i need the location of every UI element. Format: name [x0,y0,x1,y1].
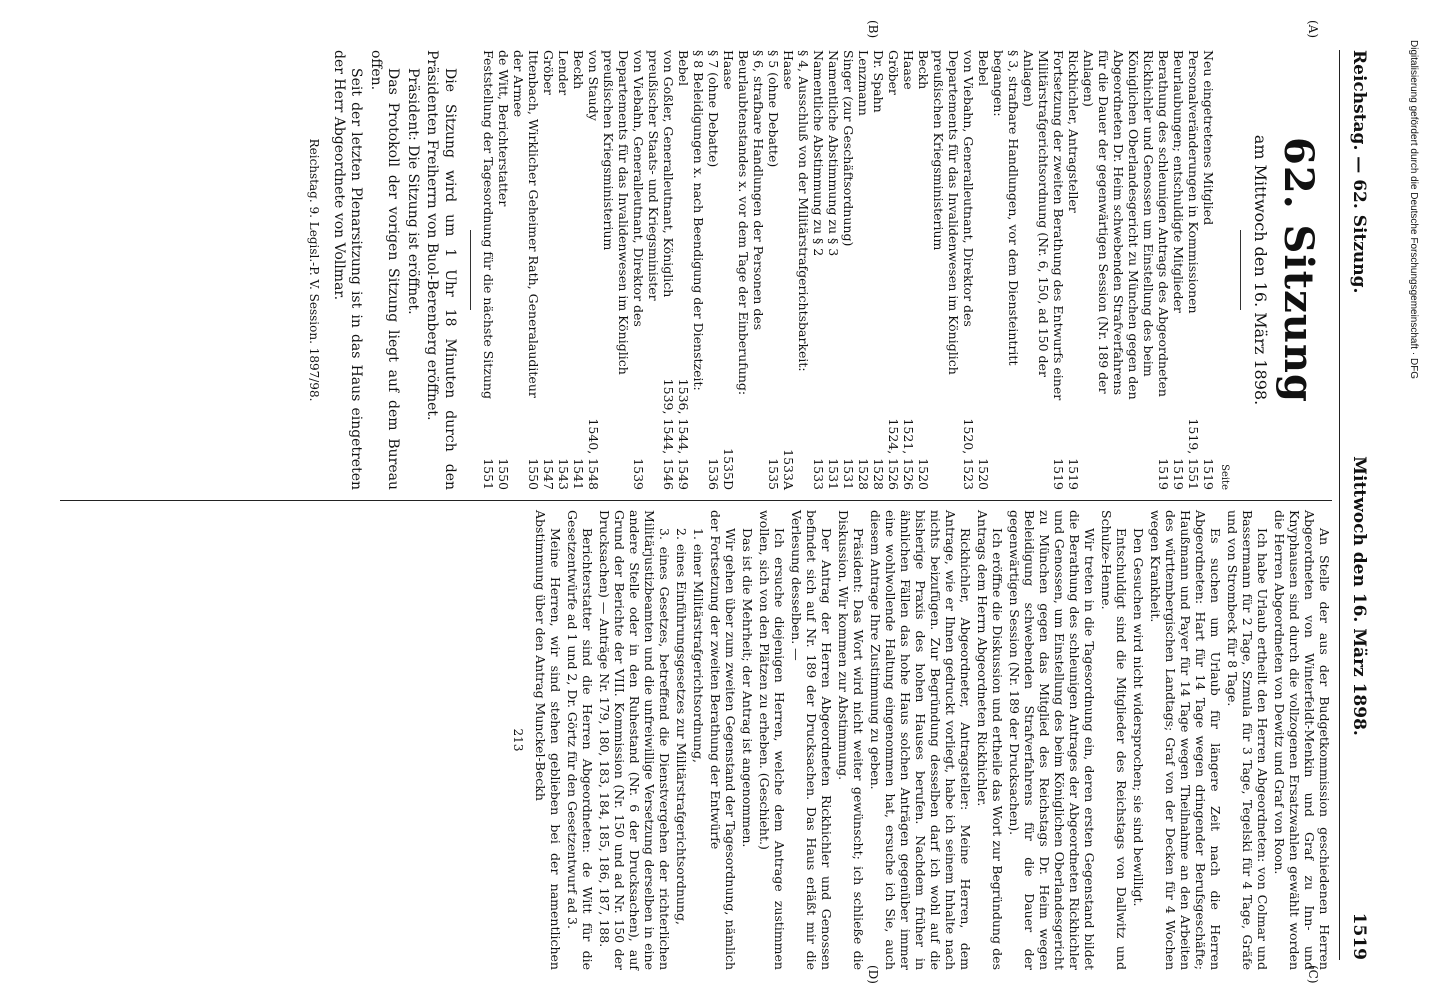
toc-entry-page: 1536, 1544, 1549 [675,378,691,490]
toc-row [541,50,556,490]
toc-entry-text: von Staudy [585,50,601,121]
toc-row [781,50,796,490]
body-paragraph: Es suchen um Urlaub für längere Zeit nach die Herren Abgeordneten: Hart für 14 Tage wegen dringender Berufsgeschäfte; Haußmann und Payer für 14 Tage wegen Theilnahme an den Arbeiten des württembergischen Landtags; Graf von der Decken für 4 Wochen wegen Krankheit. [1148,510,1223,970]
toc-entry-page: 1521, 1526 [900,418,916,490]
toc-entry-text: § 5 (ohne Debatte) [765,50,781,168]
body-paragraph: Der Antrag der Herren Abgeordneten Rickhichler und Genossen befindet sich auf Nr. 189 der Drucksachen. Das Haus erläßt mir die Verlesung desselben. — [789,510,834,970]
margin-label-c: (C) [1306,965,1320,984]
rotated-page-content [40,10,1380,990]
toc-row [511,50,541,490]
toc-entry-text: Singer (zur Geschäftsordnung) [840,50,856,247]
toc-entry-text: von Goßler, Generalleutnant, Königlich preußischer Staats- und Kriegsminister [645,50,676,301]
toc-row [871,50,886,490]
header-date: Mittwoch den 16. März 1898. [1349,456,1369,736]
toc-row [976,50,991,490]
margin-label-a: (A) [1306,20,1320,39]
toc-entry-page: 1539 [630,458,646,490]
toc-entry-text: Lenzmann [855,50,871,116]
toc-row [1201,50,1216,490]
toc-entry-text: Haase [900,50,916,90]
toc-entry-page: 1520 [915,458,931,490]
opening-text [329,50,458,490]
toc-entry-page: 1531 [825,458,841,490]
body-paragraph: 3. eines Gesetzes, betreffend die Dienstvergehen der richterlichen Militärjustizbeamten und die unfreiwillige Versetzung derselben in eine andere Stelle oder in den Ruhestand (Nr. 6 der Drucksachen), auf Grund der Berichte der VIII. Kommission (Nr. 150 und ad Nr. 150 der Drucksachen) — Anträge Nr. 179, 180, 183, 184, 185, 186, 187, 188. [597,510,672,970]
toc-entry-text: Personalveränderungen in Kommissionen [1185,50,1201,314]
toc-entry-page: 1519 [1065,458,1081,490]
dfg-side-note [1405,40,1421,990]
opening-paragraph: Seit der letzten Plenarsitzung ist in das Haus eingetreten der Herr Abgeordnete von Vollmar. [330,50,365,490]
toc-entry-page: 1540, 1548 [585,418,601,490]
toc-entry-page: 1519 [1155,458,1171,490]
toc-entry-text: Bebel [975,50,991,86]
toc-rule [470,230,471,310]
toc-row [991,50,1021,490]
header-left: Reichstag. — 62. Sitzung. [1349,50,1369,294]
toc-entry-page: 1528 [855,458,871,490]
toc-entry-page: 1533A [780,449,796,490]
column-divider [60,500,1332,501]
body-paragraph: Rickhichler, Abgeordneter, Antragsteller: Meine Herren, dem Antrage, wie er Ihnen gedruckt vorliegt, habe ich seinem Inhalte nach nichts beizufügen. Zur Begründung desselben darf ich wohl auf die bisherige Praxis des hohen Hauses berufen. Nachdem früher in ähnlichen Fällen das hohe Haus solchen Anträgen gegenüber immer eine wohlwollende Haltung eingenommen hat, ersuche ich Sie, auch diesem Antrage Ihre Zustimmung zu geben. [868,510,973,970]
toc-entry-page [691,420,706,490]
toc-row [811,50,826,490]
toc-entry-text: Gröber [885,50,901,95]
toc-entry-text: Haase [720,50,736,90]
session-title-block [1240,50,1322,490]
body-paragraph: Meine Herren, wir sind stehen geblieben bei der namentlichen Abstimmung über den Antrag Munckel-Beckh [533,510,563,970]
toc-row [481,50,496,490]
toc-entry-text: Bebel [675,50,691,86]
running-header [1344,50,1374,960]
toc-row [556,50,571,490]
toc-row [796,50,811,490]
body-paragraph: Ich ersuche diejenigen Herren, welche dem Antrage zustimmen wollen, sich von den Plätzen zu erheben. (Geschieht.) [757,510,787,970]
session-date: am Mittwoch den 16. März 1898. [1251,134,1270,406]
toc-row [931,50,976,490]
toc-seite-label: Seite [1218,464,1230,490]
toc-entry-page [991,420,1021,490]
body-paragraph: Wir gehen über zum zweiten Gegenstand der Tagesordnung, nämlich der Fortsetzung der zweiten Berathung der Entwürfe [708,510,738,970]
toc-row [886,50,901,490]
toc-entry-text: § 7 (ohne Debatte) [705,50,721,168]
toc-entry-text: Dr. Spahn [870,50,886,113]
body-paragraph: Den Gesuchen wird nicht widersprochen; sie sind bewilligt. [1131,528,1146,907]
toc-entry-page: 1535D [720,448,736,490]
toc-entry-page [796,420,811,490]
body-paragraph: Ich eröffne die Diskussion und ertheile das Wort zur Begründung des Antrags dem Herrn Abgeordneten Rickhichler. [975,510,1005,970]
toc-entry-page: 1550 [525,458,541,490]
body-paragraph: An Stelle der aus der Budgetkommission geschiedenen Herren Abgeordneten von Winterfeldt-Menkin und Graf zu Inn- und Knyphausen sind durch die vollzogenen Ersatzwahlen gewählt worden die Herren Abgeordneten von Dewitz und Graf von Roon. [1272,510,1332,970]
toc-entry-text: Neu eingetretenes Mitglied [1200,50,1216,226]
toc-entry-page: 1550 [495,458,511,490]
body-paragraph: 2. eines Einführungsgesetzes zur Militärstrafgerichtsordnung, [674,528,689,925]
toc-entry-text: Ittenbach, Wirklicher Geheimer Rath, Generalauditeur der Armee [510,50,541,398]
toc-entry-text: Gröber [540,50,556,95]
body-paragraph: Entschuldigt sind die Mitglieder des Reichstags von Dallwitz und Schulze-Henne. [1099,510,1129,970]
toc-entry-text: von Viebahn, Generalleutnant, Direktor des Departements für das Invalidenwesen im Königlich preußischen Kriegsministerium [930,50,976,375]
toc-entry-page: 1536 [705,458,721,490]
toc-row [1066,50,1081,490]
toc-entry-page: 1520, 1523 [960,418,976,490]
right-column-text [533,510,1332,970]
toc-row [841,50,856,490]
right-column [511,510,1332,970]
toc-row [856,50,871,490]
margin-label-d: (D) [866,965,880,984]
toc-entry-text: § 3, strafbare Handlungen, vor dem Diensteintritt begangen: [990,50,1021,366]
body-paragraph: Das ist die Mehrheit; der Antrag ist angenommen. [740,528,755,848]
toc-row [1171,50,1186,490]
toc-entry-page: 1528 [870,458,886,490]
opening-paragraph: Die Sitzung wird um 1 Uhr 18 Minuten durch den Präsidenten Freiherrn von Buol-Berenberg eröffnet. [424,50,458,490]
body-paragraph: Präsident: Das Wort wird nicht weiter gewünscht; ich schließe die Diskussion. Wir kommen zur Abstimmung. [836,510,866,970]
toc-entry-page: 1541 [570,458,586,490]
signature-number: 213 [511,728,525,752]
body-paragraph: Wir treten in die Tagesordnung ein, deren ersten Gegenstand bildet die Berathung des schleunigen Antrages der Abgeordneten Rickhichler und Genossen, um Einstellung des beim Königlichen Oberlandesgericht zu München gegen das Mitglied des Reichstags Dr. Heim wegen Beleidigung schwebenden Strafverfahrens für die Dauer der gegenwärtigen Session (Nr. 189 der Drucksachen). [1007,510,1097,970]
body-paragraph: Ich habe Urlaub ertheilt den Herren Abgeordneten: von Colmar und Bassermann für 2 Tage, Szmula für 3 Tage, Tegelski für 4 Tage, Gräfe und von Strombeck für 8 Tage. [1225,510,1270,970]
toc-entry-page: 1551 [480,458,496,490]
toc-entry-page: 1519 [1170,458,1186,490]
toc-row [826,50,841,490]
toc-entry-text: Beurlaubungen; entschuldigte Mitglieder [1170,50,1186,313]
toc-entry-text: von Viebahn, Generalleutnant, Direktor des Departements für das Invalidenwesen im Königlich preußischen Kriegsministerium [600,50,646,375]
table-of-contents [481,50,1216,490]
toc-entry-page: 1524, 1526 [885,418,901,490]
toc-entry-page: 1543 [555,458,571,490]
toc-row [646,50,676,490]
toc-entry-text: § 4, Ausschluß von der Militärstrafgerichtsbarkeit: [795,50,811,372]
toc-entry-text: Beckh [570,50,586,90]
toc-row [691,50,706,490]
footer-session-line: Reichstag. 9. Legisl.-P. V. Session. 1897/98. [307,138,322,402]
toc-entry-text: Beckh [915,50,931,90]
body-paragraph: Berichterstatter sind die Herren Abgeordneten: de Witt für die Gesetzentwürfe ad 1 und 2, Dr. Görtz für den Gesetzentwurf ad 3. [565,510,595,970]
toc-entry-page [736,420,766,490]
toc-row [496,50,511,490]
toc-row [736,50,766,490]
toc-entry-page: 1519, 1551 [1185,418,1201,490]
toc-row [706,50,721,490]
session-title: 62. Sitzung [1275,137,1322,403]
toc-entry-text: Rickhichler, Antragsteller [1065,50,1081,213]
toc-entry-page: 1547 [540,458,556,490]
title-rule [1240,230,1241,310]
opening-paragraph: Das Protokoll der vorigen Sitzung liegt auf dem Bureau offen. [367,50,402,490]
toc-entry-page: 1520 [975,458,991,490]
toc-entry-text: Lender [555,50,571,96]
toc-entry-text: § 6, strafbare Handlungen der Personen des Beurlaubtenstandes x. vor dem Tage der Einberufung: [735,50,766,396]
toc-entry-page: 1535 [765,458,781,490]
toc-entry-page: 1533 [810,458,826,490]
toc-row [721,50,736,490]
dfg-side-note-text: Digitalisierung gefördert durch die Deutsche Forschungsgemeinschaft · DFG [1408,40,1419,380]
opening-paragraph: Präsident: Die Sitzung ist eröffnet. [404,68,421,315]
left-column [307,50,1332,490]
toc-row [1021,50,1066,490]
toc-entry-text: Haase [780,50,796,90]
toc-entry-text: Namentliche Abstimmung zu § 3 [825,50,841,257]
header-rule [1339,50,1340,960]
toc-entry-text: Namentliche Abstimmung zu § 2 [810,50,826,257]
toc-row [916,50,931,490]
body-paragraph: 1. einer Militärstrafgerichtsordnung, [691,528,706,763]
toc-entry-text: § 8 Beleidigungen x. nach Beendigung der Dienstzeit: [690,50,706,391]
margin-label-b: (B) [866,20,880,39]
toc-entry-page: 1531 [840,458,856,490]
toc-row [901,50,916,490]
toc-row [766,50,781,490]
toc-row [601,50,646,490]
toc-row [1081,50,1171,490]
toc-row [586,50,601,490]
toc-row [571,50,586,490]
toc-entry-text: Berathung des schleunigen Antrags des Abgeordneten Rickhichler und Genossen um Einstellung des beim Königlichen Oberlandesgericht zu München gegen den Abgeordneten Dr. Heim schwebenden Strafverfahrens für die Dauer der gegenwärtigen Session (Nr. 189 der Anlagen) [1080,50,1171,400]
toc-entry-page: 1519 [1200,458,1216,490]
toc-entry-page: 1519 [1050,458,1066,490]
page-number: 1519 [1349,912,1369,960]
toc-row [676,50,691,490]
toc-entry-text: de Witt, Berichterstatter [495,50,511,207]
toc-entry-text: Fortsetzung der zweiten Berathung des Entwurfs einer Militärstrafgerichtsordnung (Nr. 6, 150, ad 150 der Anlagen) [1020,50,1066,401]
toc-entry-page: 1539, 1544, 1546 [660,378,676,490]
toc-row [1186,50,1201,490]
toc-entry-text: Feststellung der Tagesordnung für die nächste Sitzung [480,50,496,399]
